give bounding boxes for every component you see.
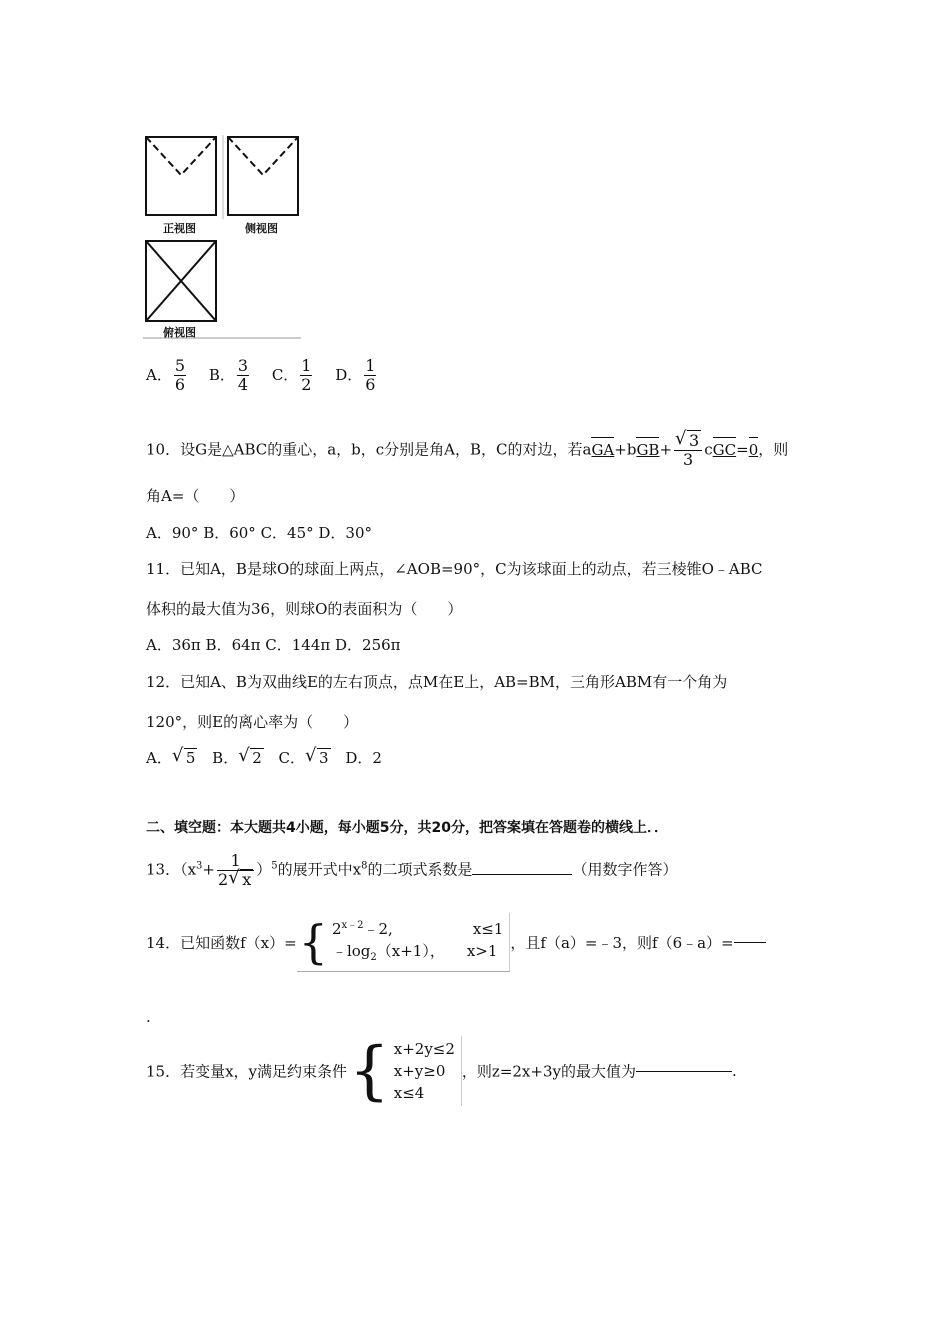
- side-view-dashed-v: [228, 137, 298, 175]
- q13-stem: 13．（$x^3+$ 1 2 √ x ）$^5$的展开式中$x^8$的二项式系数是 （用数字作答）: [146, 851, 678, 889]
- vector-ga: GA: [591, 440, 615, 459]
- q14-piecewise: { $2^{x﹣2}﹣2$, x≤1 $﹣\log_2(x+1)$， x>1: [297, 913, 511, 972]
- q9-option-a: A． $\frac{5}{6}$: [146, 356, 186, 394]
- q15-constraints: { x+2y≤2 x+y≥0 x≤4: [347, 1036, 462, 1106]
- q9-option-c: C． $\frac{1}{2}$: [271, 356, 312, 394]
- front-view-label: 正视图: [163, 222, 196, 235]
- vector-gb: GB: [636, 440, 660, 459]
- q10-options: A．90° B．60° C．45° D．30°: [146, 524, 373, 542]
- q11-options: A．36π B．64π C．144π D．256π: [146, 636, 401, 654]
- q10-line2: 角A=（ ）: [146, 487, 245, 505]
- top-view-label: 俯视图: [163, 326, 196, 339]
- q11-line1: 11．已知A，B是球O的球面上两点，∠AOB=90°，C为该球面上的动点，若三棱锥O﹣ABC: [146, 560, 763, 578]
- front-view-dashed-v: [146, 137, 216, 175]
- q12-line1: 12．已知A、B为双曲线E的左右顶点，点M在E上，AB=BM，三角形ABM有一个角为: [146, 673, 728, 691]
- q15-stem: 15．若变量x，y满足约束条件 { x+2y≤2 x+y≥0 x≤4 ，则z=2x+3y的最大值为 .: [146, 1034, 737, 1108]
- zero-vector: 0: [748, 440, 759, 459]
- q12-options: A． √ 5 B． √ 2 C． √ 3 D．2: [146, 745, 382, 767]
- q11-line2: 体积的最大值为36，则球O的表面积为（ ）: [146, 600, 463, 618]
- three-view-figure: [143, 133, 303, 341]
- q9-option-d: D． $\frac{1}{6}$: [335, 356, 376, 394]
- q14-answer-blank[interactable]: [734, 942, 766, 943]
- vector-gc: GC: [712, 440, 737, 459]
- q14-stem: 14．已知函数f（x）= { $2^{x﹣2}﹣2$, x≤1 $﹣\log_2(x+1)$， x>1 ，且f（a）=﹣3，则f（6﹣a）=: [146, 913, 766, 972]
- q9-option-b: B． $\frac{3}{4}$: [208, 356, 249, 394]
- q15-answer-blank[interactable]: [636, 1071, 732, 1072]
- section-title: 二、填空题：本大题共4小题，每小题5分，共20分，把答案填在答题卷的横线上．．: [146, 820, 668, 836]
- q14-dot: .: [146, 1008, 151, 1026]
- q9-options: [146, 357, 378, 394]
- side-view-label: 侧视图: [245, 222, 278, 235]
- q12-line2: 120°，则E的离心率为（ ）: [146, 713, 359, 731]
- q10-stem: 10．设G是△ABC的重心，a，b，c分别是角A，B，C的对边，若aGA+bGB+ √ 3 3 cGC=0，则: [146, 428, 789, 469]
- q13-answer-blank[interactable]: [472, 874, 572, 875]
- three-view-drawing: [143, 133, 303, 341]
